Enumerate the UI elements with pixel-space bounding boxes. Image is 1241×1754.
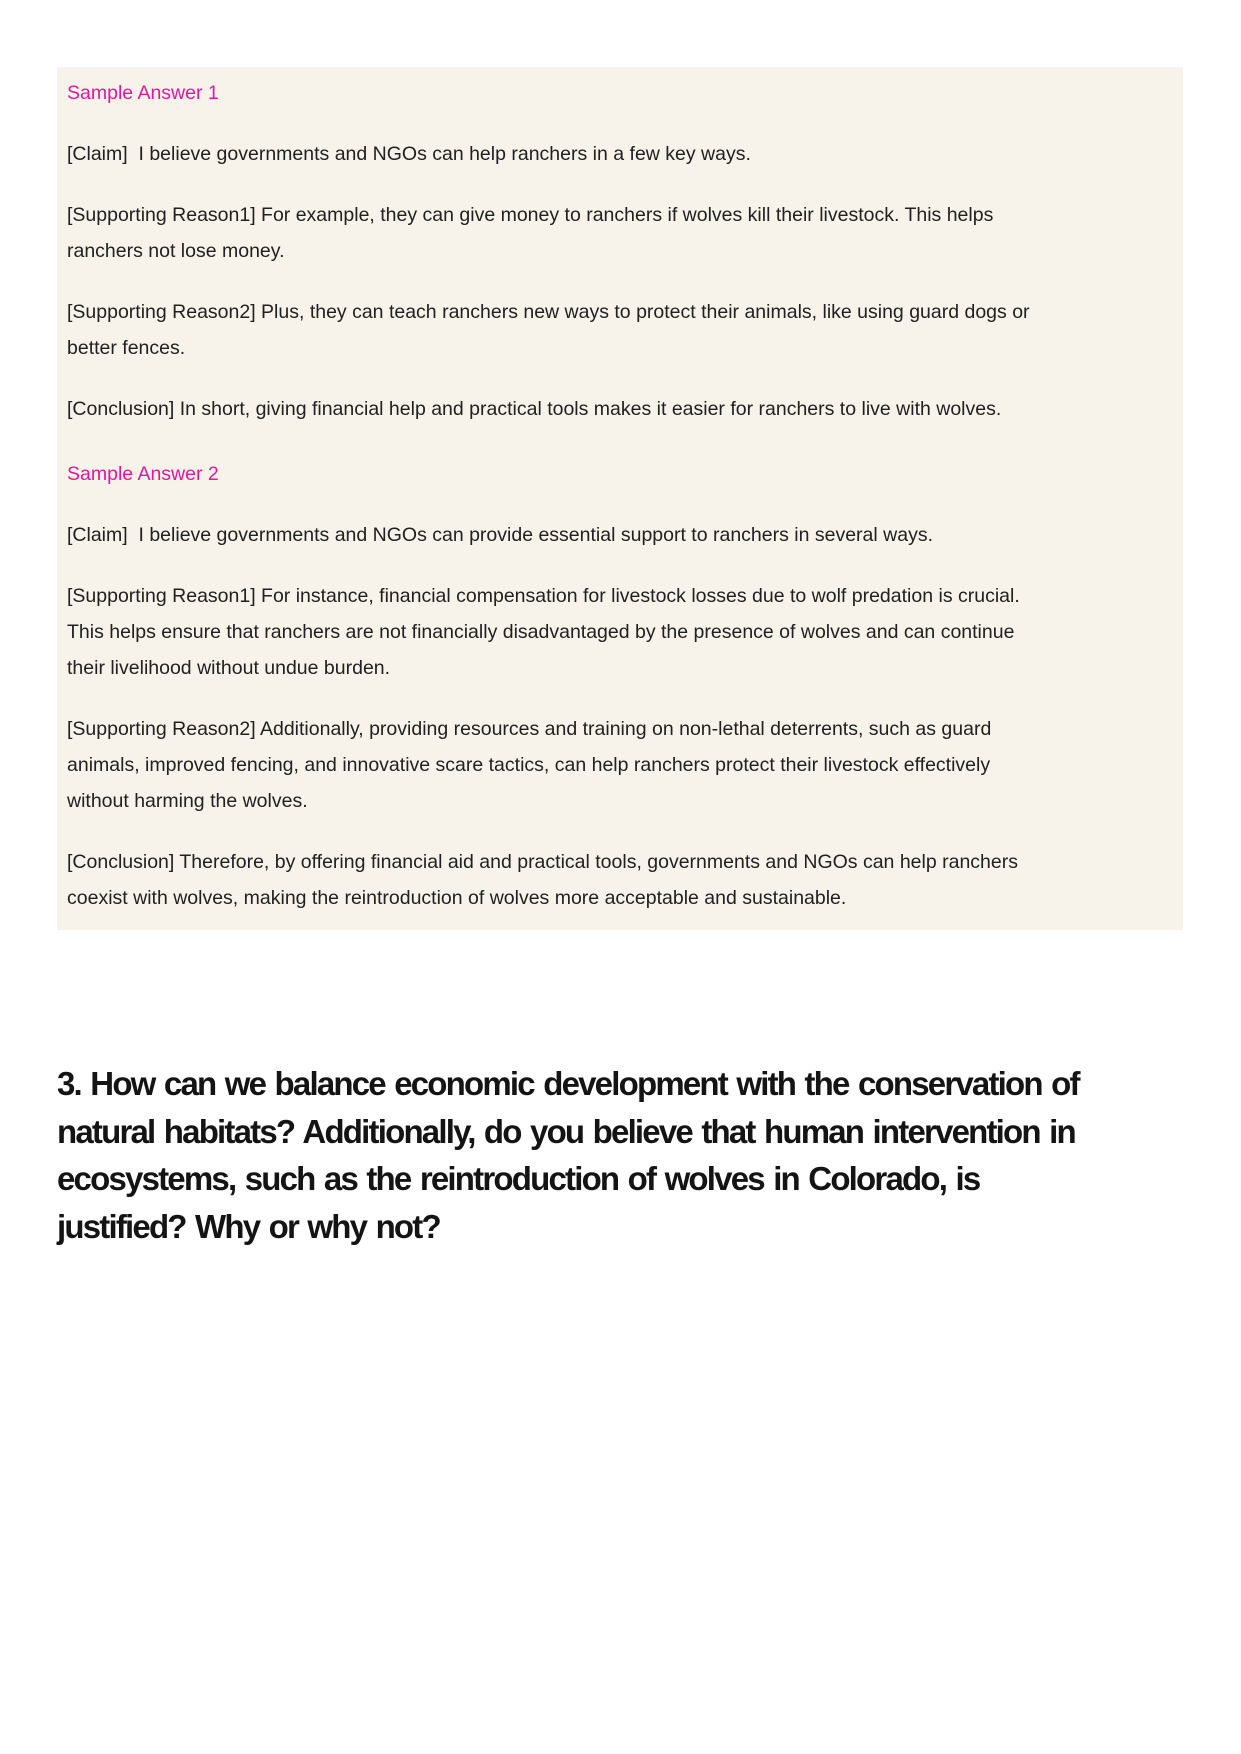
question-3-text: 3. How can we balance economic development with the conservation of natural habitats? Additionally, do you believe that human intervention in ecosystems, such as the reintroduction of wolves in Colorado, is justified? Why or why not? [57,1065,1079,1245]
sample-answer-1-claim: [Claim] I believe governments and NGOs can help ranchers in a few key ways. [67,143,751,165]
sample-answer-1-supporting-reason-1: [Supporting Reason1] For example, they can give money to ranchers if wolves kill their livestock. This helps ranchers not lose money. [67,204,999,262]
sample-answer-1-conclusion: [Conclusion] In short, giving financial help and practical tools makes it easier for ranchers to live with wolves. [67,398,1002,420]
sample-answer-2-conclusion: [Conclusion] Therefore, by offering financial aid and practical tools, governments and NGOs can help ranchers coexist with wolves, making the reintroduction of wolves more acceptable and sustainable. [67,851,1024,909]
sample-answer-2-title: Sample Answer 2 [67,463,219,485]
sample-answer-1-section [67,75,1173,427]
sample-answer-2-supporting-reason-2: [Supporting Reason2] Additionally, providing resources and training on non-lethal deterrents, such as guard animals, improved fencing, and innovative scare tactics, can help ranchers protect their livestock effectively without harming the wolves. [67,718,997,812]
sample-answer-1-title: Sample Answer 1 [67,82,219,104]
sample-answers-panel [57,67,1183,930]
sample-answer-2-section [67,456,1173,916]
sample-answer-2-claim: [Claim] I believe governments and NGOs can provide essential support to ranchers in several ways. [67,524,933,546]
sample-answer-2-supporting-reason-1: [Supporting Reason1] For instance, financial compensation for livestock losses due to wolf predation is crucial. This helps ensure that ranchers are not financially disadvantaged by the presence of wolves and can continue their livelihood without undue burden. [67,585,1025,679]
sample-answer-1-supporting-reason-2: [Supporting Reason2] Plus, they can teach ranchers new ways to protect their animals, like using guard dogs or better fences. [67,301,1035,359]
